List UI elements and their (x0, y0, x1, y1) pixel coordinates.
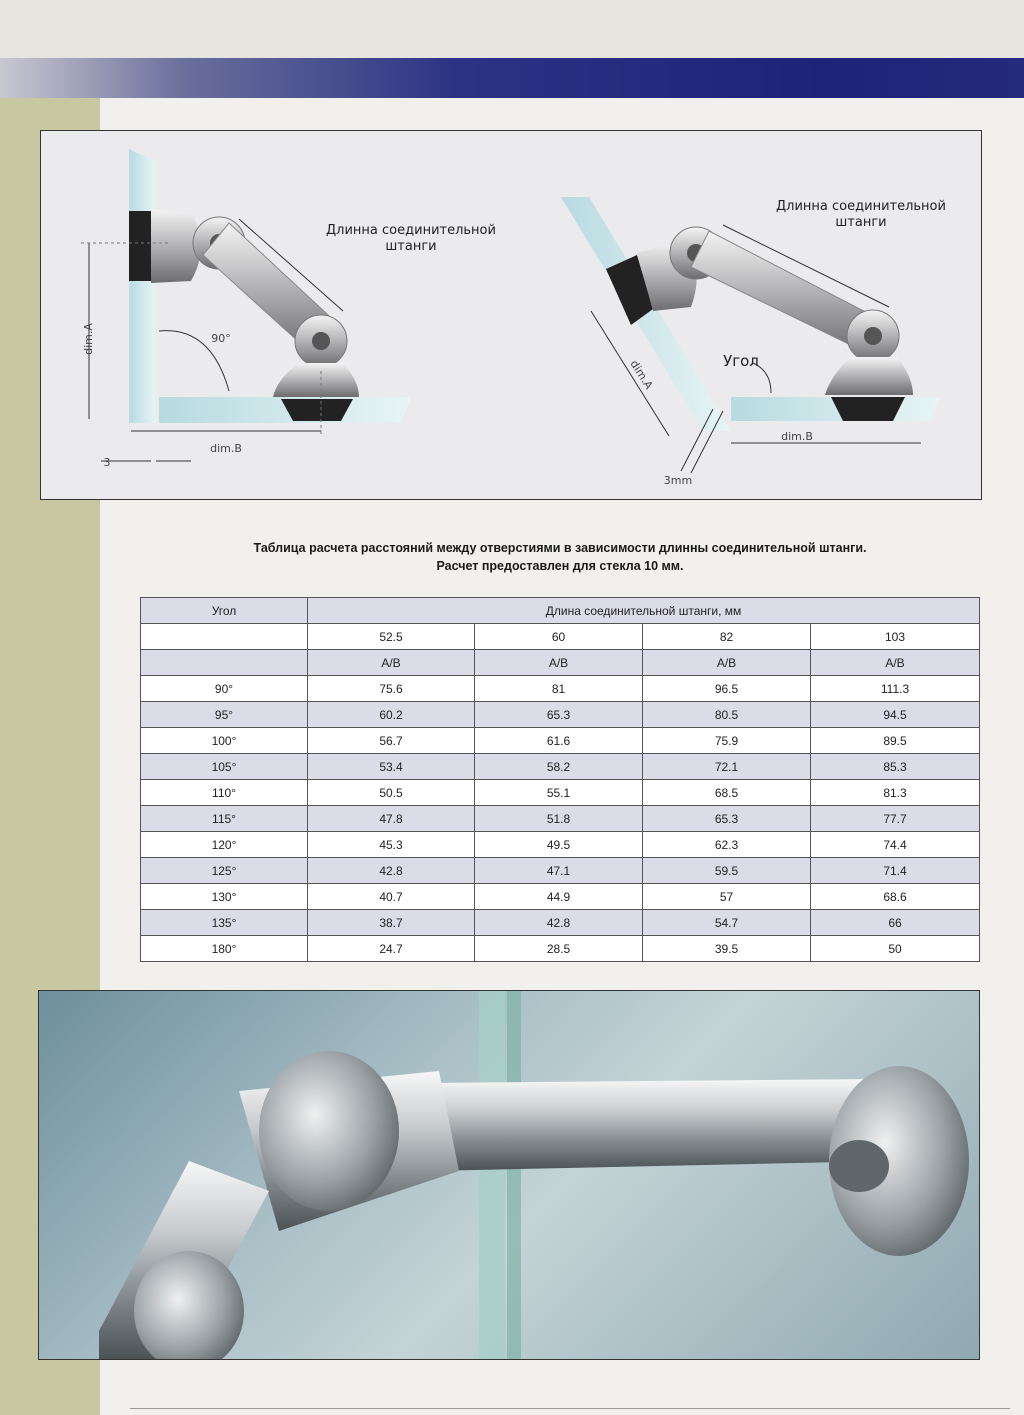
dim-a-label-right: dim.A (627, 357, 656, 392)
dim-a-label-left: dim.A (82, 323, 95, 355)
table-cell: 60 (475, 624, 643, 650)
table-row (141, 754, 980, 780)
dim-b-label-left: dim.B (210, 442, 242, 455)
header-rod-length: Длина соединительной штанги, мм (308, 598, 980, 624)
table-cell: 60.2 (308, 702, 475, 728)
angle-cell: 110° (141, 780, 308, 806)
table-cell: 82 (643, 624, 811, 650)
table-cell: A/B (811, 650, 980, 676)
table-cell: A/B (475, 650, 643, 676)
footer-line (130, 1408, 1010, 1409)
table-caption-line2: Расчет предоставлен для стекла 10 мм. (436, 559, 684, 573)
fitting-body (273, 363, 359, 397)
table-cell: 57 (643, 884, 811, 910)
angle-cell: 180° (141, 936, 308, 962)
table-cell: 47.8 (308, 806, 475, 832)
table-cell: 50 (811, 936, 980, 962)
table-cell: 65.3 (475, 702, 643, 728)
table-cell: 111.3 (811, 676, 980, 702)
angle-cell: 120° (141, 832, 308, 858)
table-lengths-row (141, 624, 980, 650)
table-cell: 75.9 (643, 728, 811, 754)
table-cell: 58.2 (475, 754, 643, 780)
gasket (281, 399, 353, 421)
angle-label-right: Угол (723, 352, 759, 370)
angle-cell: 105° (141, 754, 308, 780)
table-cell: 39.5 (643, 936, 811, 962)
table-cell: A/B (308, 650, 475, 676)
table-subheader-row (141, 650, 980, 676)
connector-diagram (41, 131, 981, 499)
gasket (831, 397, 905, 421)
table-cell (141, 624, 308, 650)
rod (419, 1079, 889, 1171)
table-cell: 81 (475, 676, 643, 702)
angle-cell: 90° (141, 676, 308, 702)
table-cell: 49.5 (475, 832, 643, 858)
table-cell: 65.3 (643, 806, 811, 832)
table-cell: 38.7 (308, 910, 475, 936)
table-cell: 96.5 (643, 676, 811, 702)
table-cell: 71.4 (811, 858, 980, 884)
table-cell: 66 (811, 910, 980, 936)
angle-label-left: 90° (211, 332, 231, 345)
table-cell: 44.9 (475, 884, 643, 910)
calculation-table (140, 597, 980, 962)
table-cell: 55.1 (475, 780, 643, 806)
table-row (141, 910, 980, 936)
table-cell: 24.7 (308, 936, 475, 962)
table-cell: 53.4 (308, 754, 475, 780)
rod-length-label-left: Длинна соединительной штанги (326, 223, 496, 254)
table-cell: 77.7 (811, 806, 980, 832)
table-cell: 68.5 (643, 780, 811, 806)
table-row (141, 702, 980, 728)
gap-label-right: 3mm (663, 474, 693, 487)
table-cell: 56.7 (308, 728, 475, 754)
angle-cell: 135° (141, 910, 308, 936)
table-cell: 68.6 (811, 884, 980, 910)
table-row (141, 806, 980, 832)
table-cell: 59.5 (643, 858, 811, 884)
table-row (141, 676, 980, 702)
table-cell: 42.8 (475, 910, 643, 936)
table-cell: 50.5 (308, 780, 475, 806)
table-cell: 54.7 (643, 910, 811, 936)
joint-screw (312, 332, 330, 350)
rod-length-label-right: Длинна соединительной штанги (776, 199, 946, 230)
top-strip (0, 0, 1024, 60)
table-row (141, 780, 980, 806)
table-cell: 103 (811, 624, 980, 650)
table-cell: 74.4 (811, 832, 980, 858)
connector-photo-illustration (39, 991, 979, 1359)
table-cell: 94.5 (811, 702, 980, 728)
angle-cell: 115° (141, 806, 308, 832)
angle-cell: 95° (141, 702, 308, 728)
table-cell: 47.1 (475, 858, 643, 884)
table-cell: 85.3 (811, 754, 980, 780)
gasket (129, 211, 151, 281)
table-cell (141, 650, 308, 676)
glass-pane-vertical (129, 149, 155, 423)
table-row (141, 728, 980, 754)
table-cell: 52.5 (308, 624, 475, 650)
table-cell: 51.8 (475, 806, 643, 832)
angle-cell: 130° (141, 884, 308, 910)
table-cell: 72.1 (643, 754, 811, 780)
diagram-panel (40, 130, 982, 500)
table-cell: 75.6 (308, 676, 475, 702)
table-cell: 80.5 (643, 702, 811, 728)
table-caption-line1: Таблица расчета расстояний между отверстиями в зависимости длинны соединительной штанги. (253, 541, 867, 555)
table-cell: 42.8 (308, 858, 475, 884)
table-cell: 89.5 (811, 728, 980, 754)
table-cell: 62.3 (643, 832, 811, 858)
header-band (0, 58, 1024, 98)
fitting-body (825, 357, 913, 395)
glass-edge (507, 991, 521, 1359)
header-angle: Угол (141, 598, 308, 624)
joint (829, 1140, 889, 1192)
glass-edge (479, 991, 505, 1359)
angle-cell: 125° (141, 858, 308, 884)
table-cell: 61.6 (475, 728, 643, 754)
table-header-row (141, 598, 980, 624)
joint-screw (864, 327, 882, 345)
table-row (141, 858, 980, 884)
dim-b-label-right: dim.B (781, 430, 813, 443)
table-cell: A/B (643, 650, 811, 676)
table-cell: 45.3 (308, 832, 475, 858)
table-row (141, 936, 980, 962)
table-cell: 28.5 (475, 936, 643, 962)
product-photo (38, 990, 980, 1360)
table-row (141, 884, 980, 910)
table-row (141, 832, 980, 858)
gap-label-left: 3 (103, 456, 111, 469)
table-cell: 81.3 (811, 780, 980, 806)
round-joint (259, 1051, 399, 1211)
angle-cell: 100° (141, 728, 308, 754)
table-cell: 40.7 (308, 884, 475, 910)
